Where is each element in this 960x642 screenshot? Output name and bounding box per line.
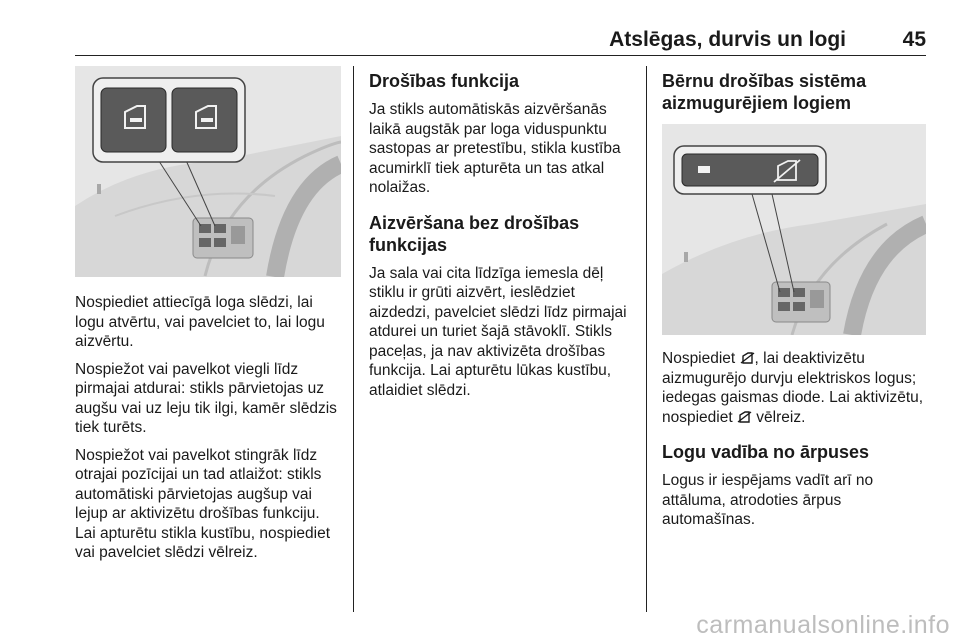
col1-paragraph: Nospiežot vai pavelkot viegli līdz pirmajai atdurai: stikls pārvietojas uz augšu vai uz leju tik ilgi, kamēr slēdzis tiek turēts. (75, 360, 337, 436)
column-divider (353, 66, 354, 612)
page-header (0, 28, 926, 52)
window-switch-figure (75, 66, 341, 277)
column-2 (369, 66, 637, 408)
section-heading: Drošības funkcija (369, 71, 520, 91)
page-number: 45 (902, 28, 926, 51)
col1-paragraph: Nospiežot vai pavelkot stingrāk līdz otrajai pozīcijai un tad atlaižot: stikls automātiski pārvietojas augšup vai lejup ar aktivizētu drošības funkciju. Lai apturētu stikla kustību, nospiediet vai pavelciet slēdzi vēlreiz. (75, 446, 331, 561)
text-span: vēlreiz. (751, 408, 806, 426)
col3-paragraph: Logus ir iespējams vadīt arī no attāluma, atrodoties ārpus automašīnas. (662, 472, 874, 528)
col1-paragraph: Nospiediet attiecīgā loga slēdzi, lai logu atvērtu, vai pavelciet to, lai logu aizvērtu. (75, 294, 325, 350)
watermark: carmanualsonline.info (696, 611, 950, 639)
section-heading: Aizvēršana bez drošības funkcijas (369, 212, 580, 255)
column-divider (646, 66, 647, 612)
col2-paragraph: Ja sala vai cita līdzīga iemesla dēļ stiklu ir grūti aizvērt, ieslēdziet aizdedzi, pavelciet slēdzi līdz pirmajai atdurei un turiet šajā stāvoklī. Stikls paceļas, ja nav aktivizēta drošības funkcija. Lai apturētu lūkas kustību, atlaidiet slēdzi. (369, 264, 627, 399)
col2-paragraph: Ja stikls automātiskās aizvēršanās laikā augstāk par loga viduspunktu sastopas ar pretestību, stikla kustība acumirklī tiek apturēta un tas atkal nolaižas. (369, 101, 621, 196)
section-heading: Logu vadība no ārpuses (662, 442, 870, 462)
door-panel-illustration (662, 124, 926, 335)
text-span: , lai deaktivizētu aizmugurējo durvju elektriskos logus; iedegas gaismas diode. Lai aktivizētu, nospiediet (662, 350, 924, 426)
child-lock-icon (737, 411, 752, 423)
door-panel-illustration (75, 66, 341, 277)
col3-paragraph (662, 349, 928, 427)
text-span: Nospiediet (662, 350, 740, 367)
column-3 (662, 66, 928, 538)
child-lock-icon (740, 352, 755, 364)
header-rule (75, 55, 926, 56)
section-heading: Bērnu drošības sistēma aizmugurējiem logiem (662, 71, 867, 113)
column-1 (75, 66, 341, 571)
chapter-title: Atslēgas, durvis un logi (609, 28, 846, 51)
child-lock-figure (662, 124, 926, 335)
